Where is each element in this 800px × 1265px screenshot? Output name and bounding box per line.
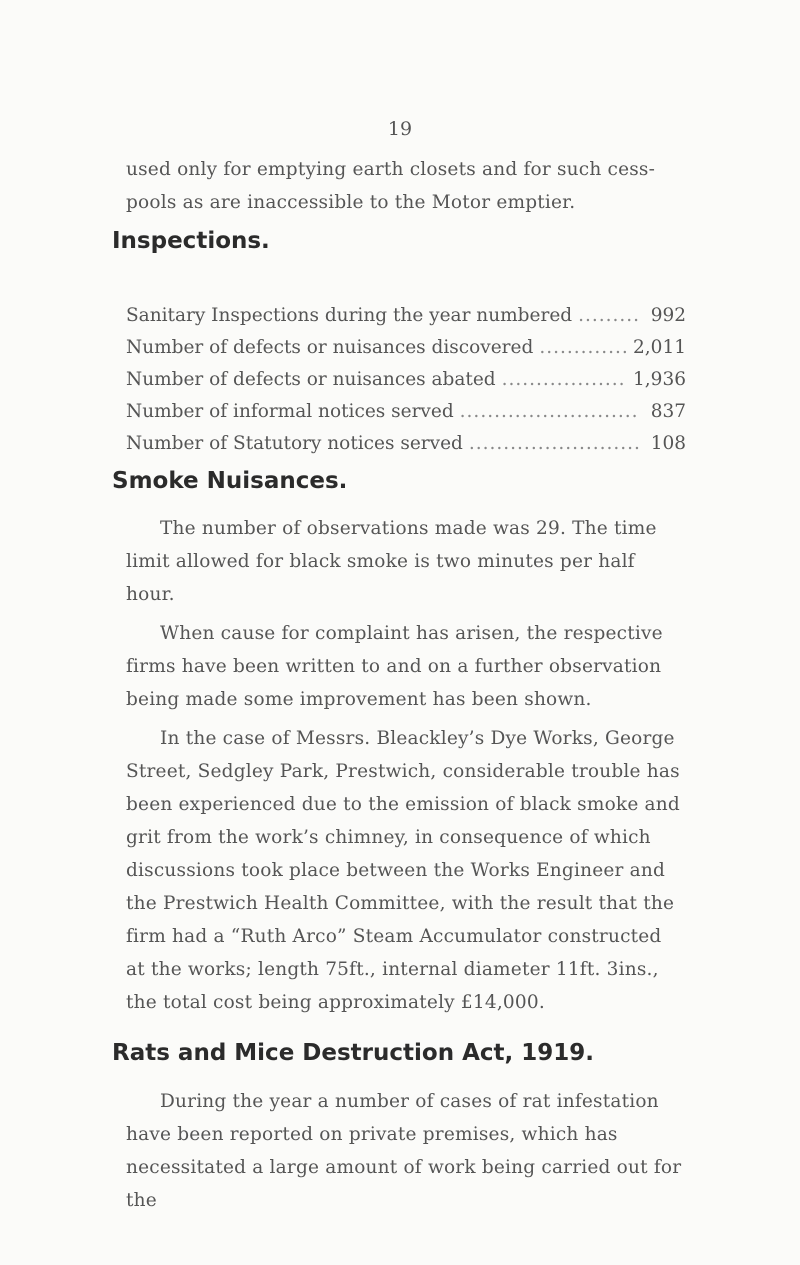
rats-paragraph: During the year a number of cases of rat infestation have been reported on private premises, which has necessitated a large amount of work being carried out for the	[126, 1091, 682, 1211]
smoke-paragraph: In the case of Messrs. Bleackley’s Dye Works, George Street, Sedgley Park, Prestwich, considerable trouble has been experienced due to the emission of black smoke and grit from the work’s chimney, in consequence of which discussions took place between the Works Engineer and the Prestwich Health Committee, with the result that the firm had a “Ruth Arco” Steam Accumulator constructed at the works; length 75ft., internal diameter 11ft. 3ins., the total cost being approximately £14,000.	[126, 728, 680, 1013]
stat-label: Sanitary Inspections during the year numbered	[126, 305, 573, 326]
stat-value: 1,936	[633, 369, 686, 390]
smoke-paragraph: The number of observations made was 29. The time limit allowed for black smoke is two minutes per half hour.	[126, 518, 657, 605]
stat-value: 837	[650, 401, 686, 422]
smoke-heading: Smoke Nuisances.	[112, 468, 348, 494]
smoke-section	[126, 512, 686, 1019]
stat-value: 2,011	[633, 337, 686, 358]
stat-value: 992	[650, 305, 686, 326]
stat-label: Number of defects or nuisances discovered	[126, 337, 534, 358]
dot-leader	[460, 401, 640, 422]
inspections-heading: Inspections.	[112, 228, 270, 254]
stat-row	[126, 337, 686, 369]
stat-value: 108	[650, 433, 686, 454]
stat-row	[126, 305, 686, 337]
rats-heading: Rats and Mice Destruction Act, 1919.	[112, 1040, 595, 1066]
stat-label: Number of informal notices served	[126, 401, 454, 422]
stat-row	[126, 433, 686, 465]
stat-label: Number of defects or nuisances abated	[126, 369, 496, 390]
stat-row	[126, 401, 686, 433]
rats-section	[126, 1085, 686, 1217]
dot-leader	[469, 433, 640, 454]
dot-leader	[578, 305, 640, 326]
inspections-list	[126, 305, 686, 465]
smoke-paragraph: When cause for complaint has arisen, the respective firms have been written to and on a further observation being made some improvement has been shown.	[126, 623, 663, 710]
intro-text: used only for emptying earth closets and for such cess-pools as are inaccessible to the Motor emptier.	[126, 159, 656, 213]
intro-paragraph	[126, 153, 686, 219]
dot-leader	[539, 337, 627, 358]
stat-label: Number of Statutory notices served	[126, 433, 463, 454]
stat-row	[126, 369, 686, 401]
dot-leader	[502, 369, 627, 390]
page-number: 19	[387, 118, 413, 140]
